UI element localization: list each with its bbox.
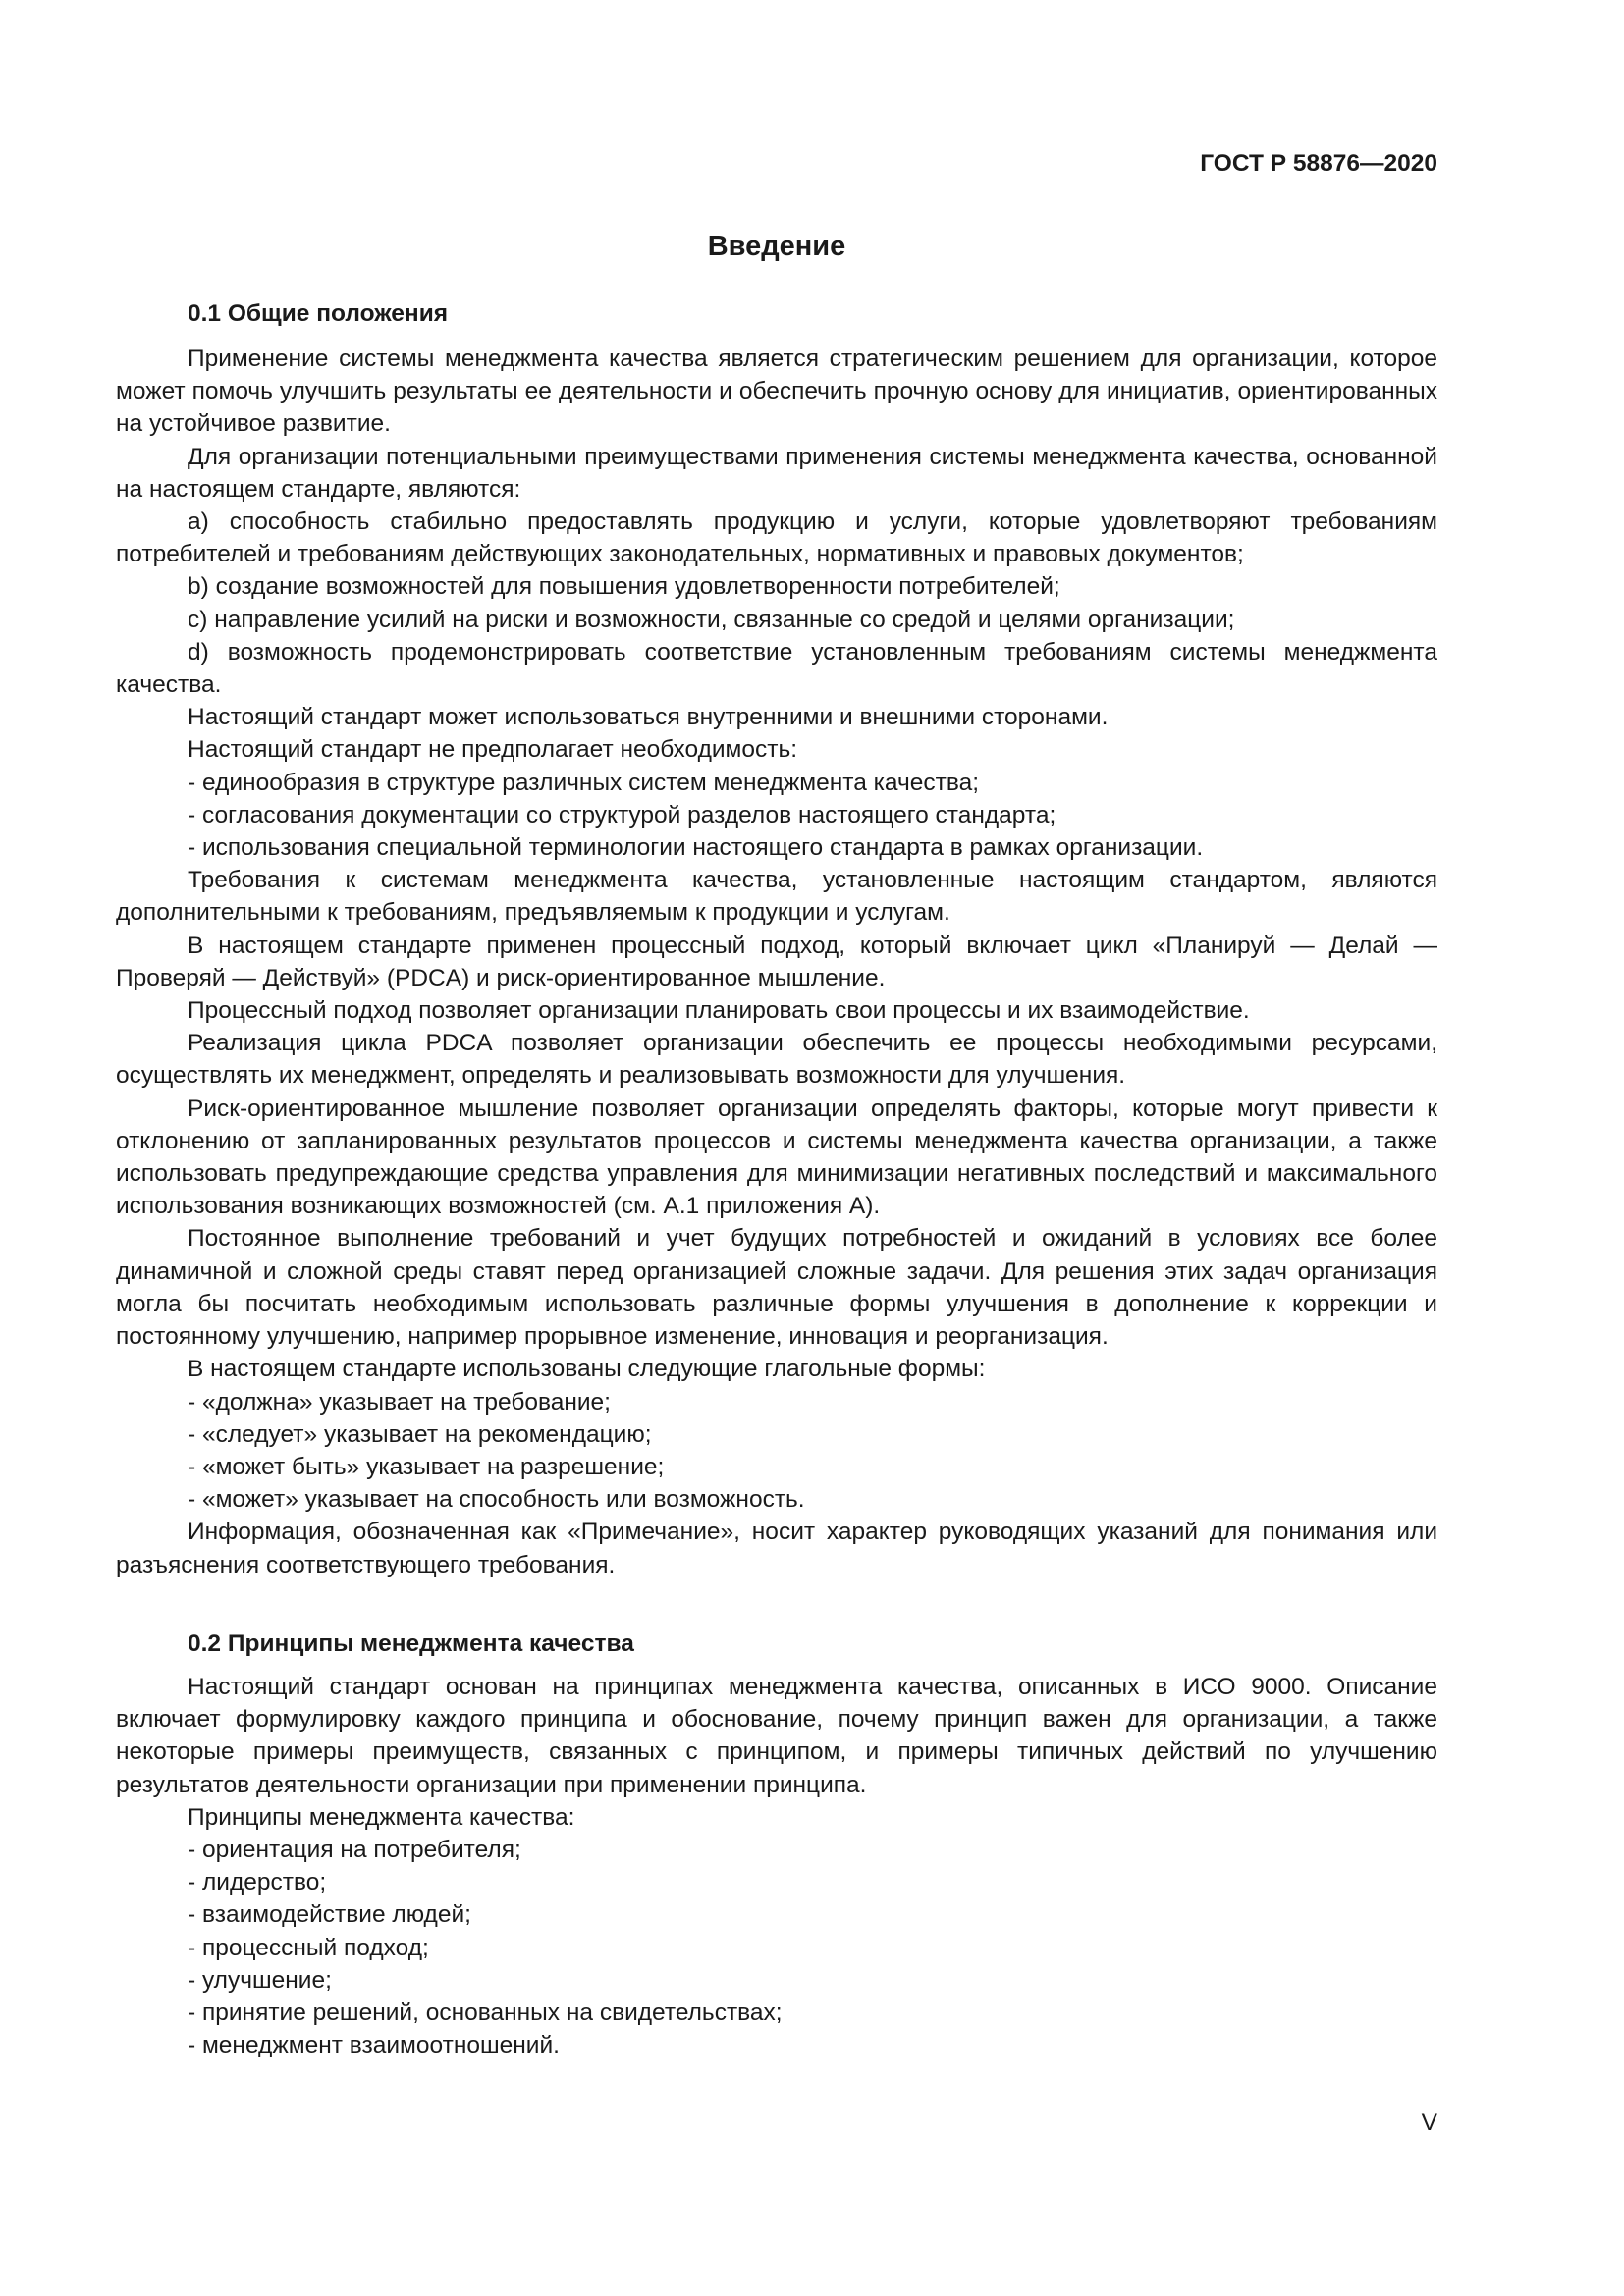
list-item-a: а) способность стабильно предоставлять продукцию и услуги, которые удовлетворяют требованиям потребителей и требованиям действующих законодательных, нормативных и правовых документов; [116, 508, 1437, 568]
list-item: - единообразия в структуре различных систем менеджмента качества; [188, 769, 980, 796]
list-item: - менеджмент взаимоотношений. [188, 2032, 560, 2059]
list-item-b: b) создание возможностей для повышения удовлетворенности потребителей; [188, 573, 1060, 601]
list-item: - ориентация на потребителя; [188, 1837, 521, 1864]
list-item: - «может» указывает на способность или возможность. [188, 1486, 805, 1514]
list-item: - «должна» указывает на требование; [188, 1388, 611, 1415]
list-item: - «может быть» указывает на разрешение; [188, 1453, 665, 1480]
section-0-2-body [116, 1671, 1437, 2061]
list-item: - принятие решений, основанных на свидетельствах; [188, 2000, 783, 2027]
paragraph: Риск-ориентированное мышление позволяет организации определять факторы, которые могут привести к отклонению от запланированных результатов процессов и системы менеджмента качества организации, а также использовать предупреждающие средства управления для минимизации негативных последствий и максимального использования возникающих возможностей (см. А.1 приложения А). [116, 1095, 1437, 1220]
list-item: - лидерство; [188, 1869, 327, 1896]
list-item: - «следует» указывает на рекомендацию; [188, 1420, 652, 1448]
paragraph: В настоящем стандарте применен процессный подход, который включает цикл «Планируй — Делай — Проверяй — Действуй» (PDCA) и риск-ориентированное мышление. [116, 932, 1437, 991]
list-item: - улучшение; [188, 1966, 332, 1994]
list-item: - процессный подход; [188, 1934, 429, 1961]
section-0-1-body [116, 343, 1437, 1581]
paragraph: В настоящем стандарте использованы следующие глагольные формы: [188, 1356, 986, 1383]
paragraph: Настоящий стандарт может использоваться внутренними и внешними сторонами. [188, 704, 1109, 731]
section-quality-principles [116, 1628, 1437, 1660]
list-item: - взаимодействие людей; [188, 1901, 471, 1929]
paragraph: Настоящий стандарт не предполагает необходимость: [188, 736, 798, 764]
section-general-provisions [116, 297, 1437, 330]
paragraph: Для организации потенциальными преимуществами применения системы менеджмента качества, основанной на настоящем стандарте, являются: [116, 443, 1437, 503]
page-number: V [1421, 2109, 1437, 2136]
paragraph: Принципы менеджмента качества: [188, 1803, 575, 1831]
list-item: - использования специальной терминологии настоящего стандарта в рамках организации. [188, 834, 1204, 862]
paragraph: Процессный подход позволяет организации планировать свои процессы и их взаимодействие. [188, 997, 1250, 1025]
section-heading-0-2: 0.2 Принципы менеджмента качества [188, 1630, 634, 1657]
paragraph: Настоящий стандарт основан на принципах менеджмента качества, описанных в ИСО 9000. Описание включает формулировку каждого принципа и обоснование, почему принцип важен для организации, а также некоторые примеры преимуществ, связанных с принципом, и примеры типичных действий по улучшению результатов деятельности организации при применении принципа. [116, 1674, 1437, 1798]
document-code: ГОСТ Р 58876—2020 [1200, 150, 1437, 177]
paragraph: Применение системы менеджмента качества является стратегическим решением для организации, которое может помочь улучшить результаты ее деятельности и обеспечить прочную основу для инициатив, ориентированных на устойчивое развитие. [116, 346, 1437, 438]
section-heading-0-1: 0.1 Общие положения [188, 300, 449, 327]
paragraph: Реализация цикла PDCA позволяет организации обеспечить ее процессы необходимыми ресурсами, осуществлять их менеджмент, определять и реализовывать возможности для улучшения. [116, 1030, 1437, 1090]
list-item-c: с) направление усилий на риски и возможности, связанные со средой и целями организации; [188, 606, 1235, 633]
page-title: Введение [707, 231, 846, 262]
paragraph: Постоянное выполнение требований и учет будущих потребностей и ожиданий в условиях все более динамичной и сложной среды ставят перед организацией сложные задачи. Для решения этих задач организация могла бы посчитать необходимым использовать различные формы улучшения в дополнение к коррекции и постоянному улучшению, например прорывное изменение, инновация и реорганизация. [116, 1225, 1437, 1351]
paragraph: Требования к системам менеджмента качества, установленные настоящим стандартом, являются дополнительными к требованиям, предъявляемым к продукции и услугам. [116, 867, 1437, 927]
list-item: - согласования документации со структурой разделов настоящего стандарта; [188, 801, 1056, 828]
paragraph: Информация, обозначенная как «Примечание», носит характер руководящих указаний для понимания или разъяснения соответствующего требования. [116, 1519, 1437, 1578]
list-item-d: d) возможность продемонстрировать соответствие установленным требованиям системы менеджмента качества. [116, 638, 1437, 699]
document-page [116, 0, 1437, 2296]
